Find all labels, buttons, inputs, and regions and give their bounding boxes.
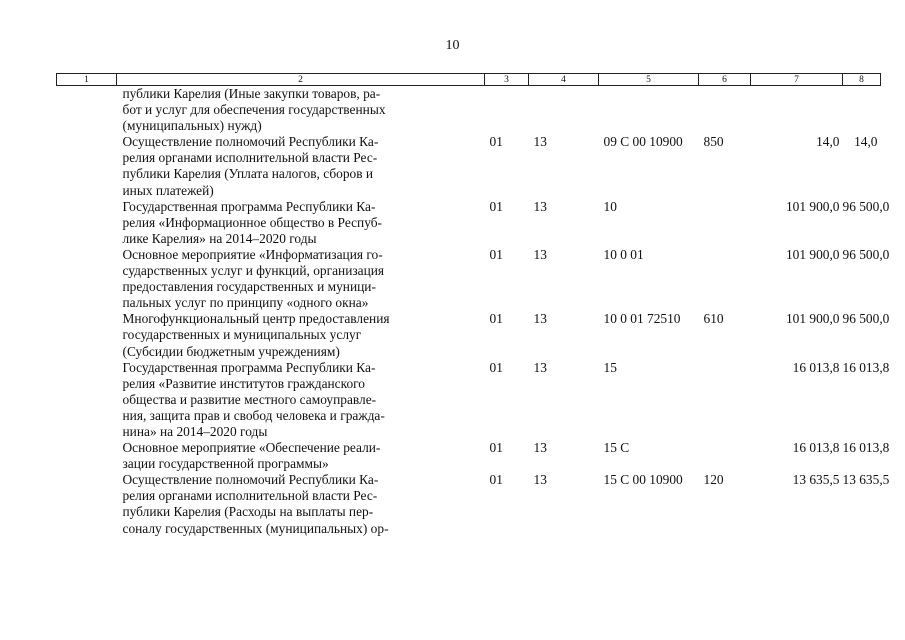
amount-1-cell: 14,0 bbox=[816, 134, 840, 150]
subsection-cell: 13 bbox=[533, 359, 547, 375]
section-cell: 01 bbox=[489, 198, 503, 214]
row-number-cell bbox=[57, 134, 117, 198]
subsection-cell: 13 bbox=[533, 311, 547, 327]
amount-1-cell bbox=[751, 86, 843, 135]
row-name-line: Многофункциональный центр предоставления bbox=[122, 311, 390, 327]
row-name-line: релия «Информационное общество в Респуб- bbox=[122, 214, 383, 230]
row-name-line: пальных услуг по принципу «одного окна» bbox=[122, 295, 369, 311]
expense-type-cell: 610 bbox=[703, 311, 724, 327]
expense-type-cell bbox=[699, 440, 751, 472]
row-name-line: Осуществление полномочий Республики Ка- bbox=[122, 472, 379, 488]
subsection-cell: 13 bbox=[533, 134, 547, 150]
amount-2-cell: 96 500,0 bbox=[842, 246, 890, 262]
subsection-cell: 13 bbox=[533, 198, 547, 214]
subsection-cell: 13 bbox=[533, 246, 547, 262]
table-row bbox=[57, 440, 881, 472]
header-col-3: 3 bbox=[485, 74, 529, 86]
header-row bbox=[57, 74, 881, 86]
row-name-line: релия органами исполнительной власти Рес- bbox=[122, 150, 378, 166]
subsection-cell: 13 bbox=[533, 472, 547, 488]
row-name-line: Государственная программа Республики Ка- bbox=[122, 359, 376, 375]
header-col-6: 6 bbox=[699, 74, 751, 86]
table-header bbox=[57, 74, 881, 86]
amount-2-cell: 14,0 bbox=[854, 134, 878, 150]
row-number-cell bbox=[57, 311, 117, 359]
expense-type-cell: 120 bbox=[703, 472, 724, 488]
expense-type-cell bbox=[699, 199, 751, 247]
table-row bbox=[57, 360, 881, 440]
row-name-line: Государственная программа Республики Ка- bbox=[122, 198, 376, 214]
section-cell: 01 bbox=[489, 134, 503, 150]
row-name-line: (муниципальных) нужд) bbox=[122, 118, 262, 134]
row-number-cell bbox=[57, 440, 117, 472]
row-name-line: сударственных услуг и функций, организация bbox=[122, 263, 385, 279]
amount-1-cell: 101 900,0 bbox=[785, 311, 840, 327]
row-name-line: лике Карелия» на 2014–2020 годы bbox=[122, 230, 317, 246]
target-article-cell: 10 bbox=[603, 198, 617, 214]
target-article-cell: 09 С 00 10900 bbox=[603, 134, 683, 150]
amount-2-cell: 96 500,0 bbox=[842, 311, 890, 327]
table-row bbox=[57, 247, 881, 311]
row-name-line: публики Карелия (Уплата налогов, сборов и bbox=[122, 166, 374, 182]
row-name-cell bbox=[117, 247, 485, 311]
section-cell: 01 bbox=[489, 246, 503, 262]
row-name-line: Основное мероприятие «Обеспечение реали- bbox=[122, 440, 381, 456]
header-col-4: 4 bbox=[529, 74, 599, 86]
amount-2-cell: 96 500,0 bbox=[842, 198, 890, 214]
row-number-cell bbox=[57, 472, 117, 536]
row-name-line: публики Карелия (Расходы на выплаты пер- bbox=[122, 504, 374, 520]
header-col-2: 2 bbox=[117, 74, 485, 86]
table-row bbox=[57, 86, 881, 135]
table-body bbox=[57, 86, 890, 537]
target-article-cell: 15 bbox=[603, 359, 617, 375]
row-name-line: предоставления государственных и муници- bbox=[122, 279, 376, 295]
target-article-cell: 15 С 00 10900 bbox=[603, 472, 683, 488]
row-name-line: (Субсидии бюджетным учреждениям) bbox=[122, 343, 340, 359]
expense-type-cell bbox=[699, 360, 751, 440]
row-number-cell bbox=[57, 86, 117, 135]
target-article-cell bbox=[599, 86, 699, 135]
target-article-cell: 10 0 01 bbox=[603, 246, 644, 262]
row-name-line: релия органами исполнительной власти Рес- bbox=[122, 488, 378, 504]
page-number: 10 bbox=[445, 38, 460, 53]
row-name-cell bbox=[117, 360, 485, 440]
row-name-line: бот и услуг для обеспечения государственных bbox=[122, 102, 386, 118]
amount-1-cell: 13 635,5 bbox=[792, 472, 840, 488]
target-article-cell: 15 С bbox=[603, 440, 630, 456]
amount-2-cell: 16 013,8 bbox=[842, 359, 890, 375]
target-article-cell: 10 0 01 72510 bbox=[603, 311, 681, 327]
row-name-line: релия «Развитие институтов гражданского bbox=[122, 375, 365, 391]
amount-2-cell: 13 635,5 bbox=[842, 472, 890, 488]
row-name-line: зации государственной программы» bbox=[122, 456, 329, 472]
row-name-cell bbox=[117, 311, 485, 359]
row-name-line: иных платежей) bbox=[122, 182, 214, 198]
row-name-cell bbox=[117, 472, 485, 536]
row-name-line: соналу государственных (муниципальных) ор- bbox=[122, 520, 389, 536]
row-name-cell bbox=[117, 440, 485, 472]
subsection-cell: 13 bbox=[533, 440, 547, 456]
amount-1-cell: 101 900,0 bbox=[785, 246, 840, 262]
section-cell: 01 bbox=[489, 359, 503, 375]
header-col-8: 8 bbox=[843, 74, 881, 86]
amount-2-cell: 16 013,8 bbox=[842, 440, 890, 456]
row-name-line: ния, защита прав и свобод человека и гражда- bbox=[122, 407, 385, 423]
budget-table bbox=[56, 73, 890, 537]
amount-1-cell: 101 900,0 bbox=[785, 198, 840, 214]
row-name-line: общества и развитие местного самоуправле- bbox=[122, 391, 377, 407]
header-col-7: 7 bbox=[751, 74, 843, 86]
row-name-line: нина» на 2014–2020 годы bbox=[122, 423, 268, 439]
section-cell: 01 bbox=[489, 440, 503, 456]
row-name-line: Основное мероприятие «Информатизация го- bbox=[122, 246, 383, 262]
row-name-line: публики Карелия (Иные закупки товаров, ра- bbox=[122, 86, 381, 101]
row-name-cell bbox=[117, 134, 485, 198]
row-number-cell bbox=[57, 360, 117, 440]
header-col-1: 1 bbox=[57, 74, 117, 86]
amount-1-cell: 16 013,8 bbox=[792, 440, 840, 456]
row-name-line: государственных и муниципальных услуг bbox=[122, 327, 362, 343]
expense-type-cell: 850 bbox=[703, 134, 724, 150]
row-number-cell bbox=[57, 247, 117, 311]
expense-type-cell bbox=[699, 86, 751, 135]
table-row bbox=[57, 472, 881, 536]
table-row bbox=[57, 134, 881, 198]
section-cell: 01 bbox=[489, 311, 503, 327]
row-name-cell bbox=[117, 86, 485, 135]
section-cell: 01 bbox=[489, 472, 503, 488]
row-number-cell bbox=[57, 199, 117, 247]
section-cell bbox=[485, 86, 529, 135]
amount-1-cell: 16 013,8 bbox=[792, 359, 840, 375]
subsection-cell bbox=[529, 86, 599, 135]
table-row bbox=[57, 311, 881, 359]
row-name-cell bbox=[117, 199, 485, 247]
row-name-line: Осуществление полномочий Республики Ка- bbox=[122, 134, 379, 150]
table-row bbox=[57, 199, 881, 247]
expense-type-cell bbox=[699, 247, 751, 311]
amount-2-cell bbox=[843, 86, 881, 135]
header-col-5: 5 bbox=[599, 74, 699, 86]
